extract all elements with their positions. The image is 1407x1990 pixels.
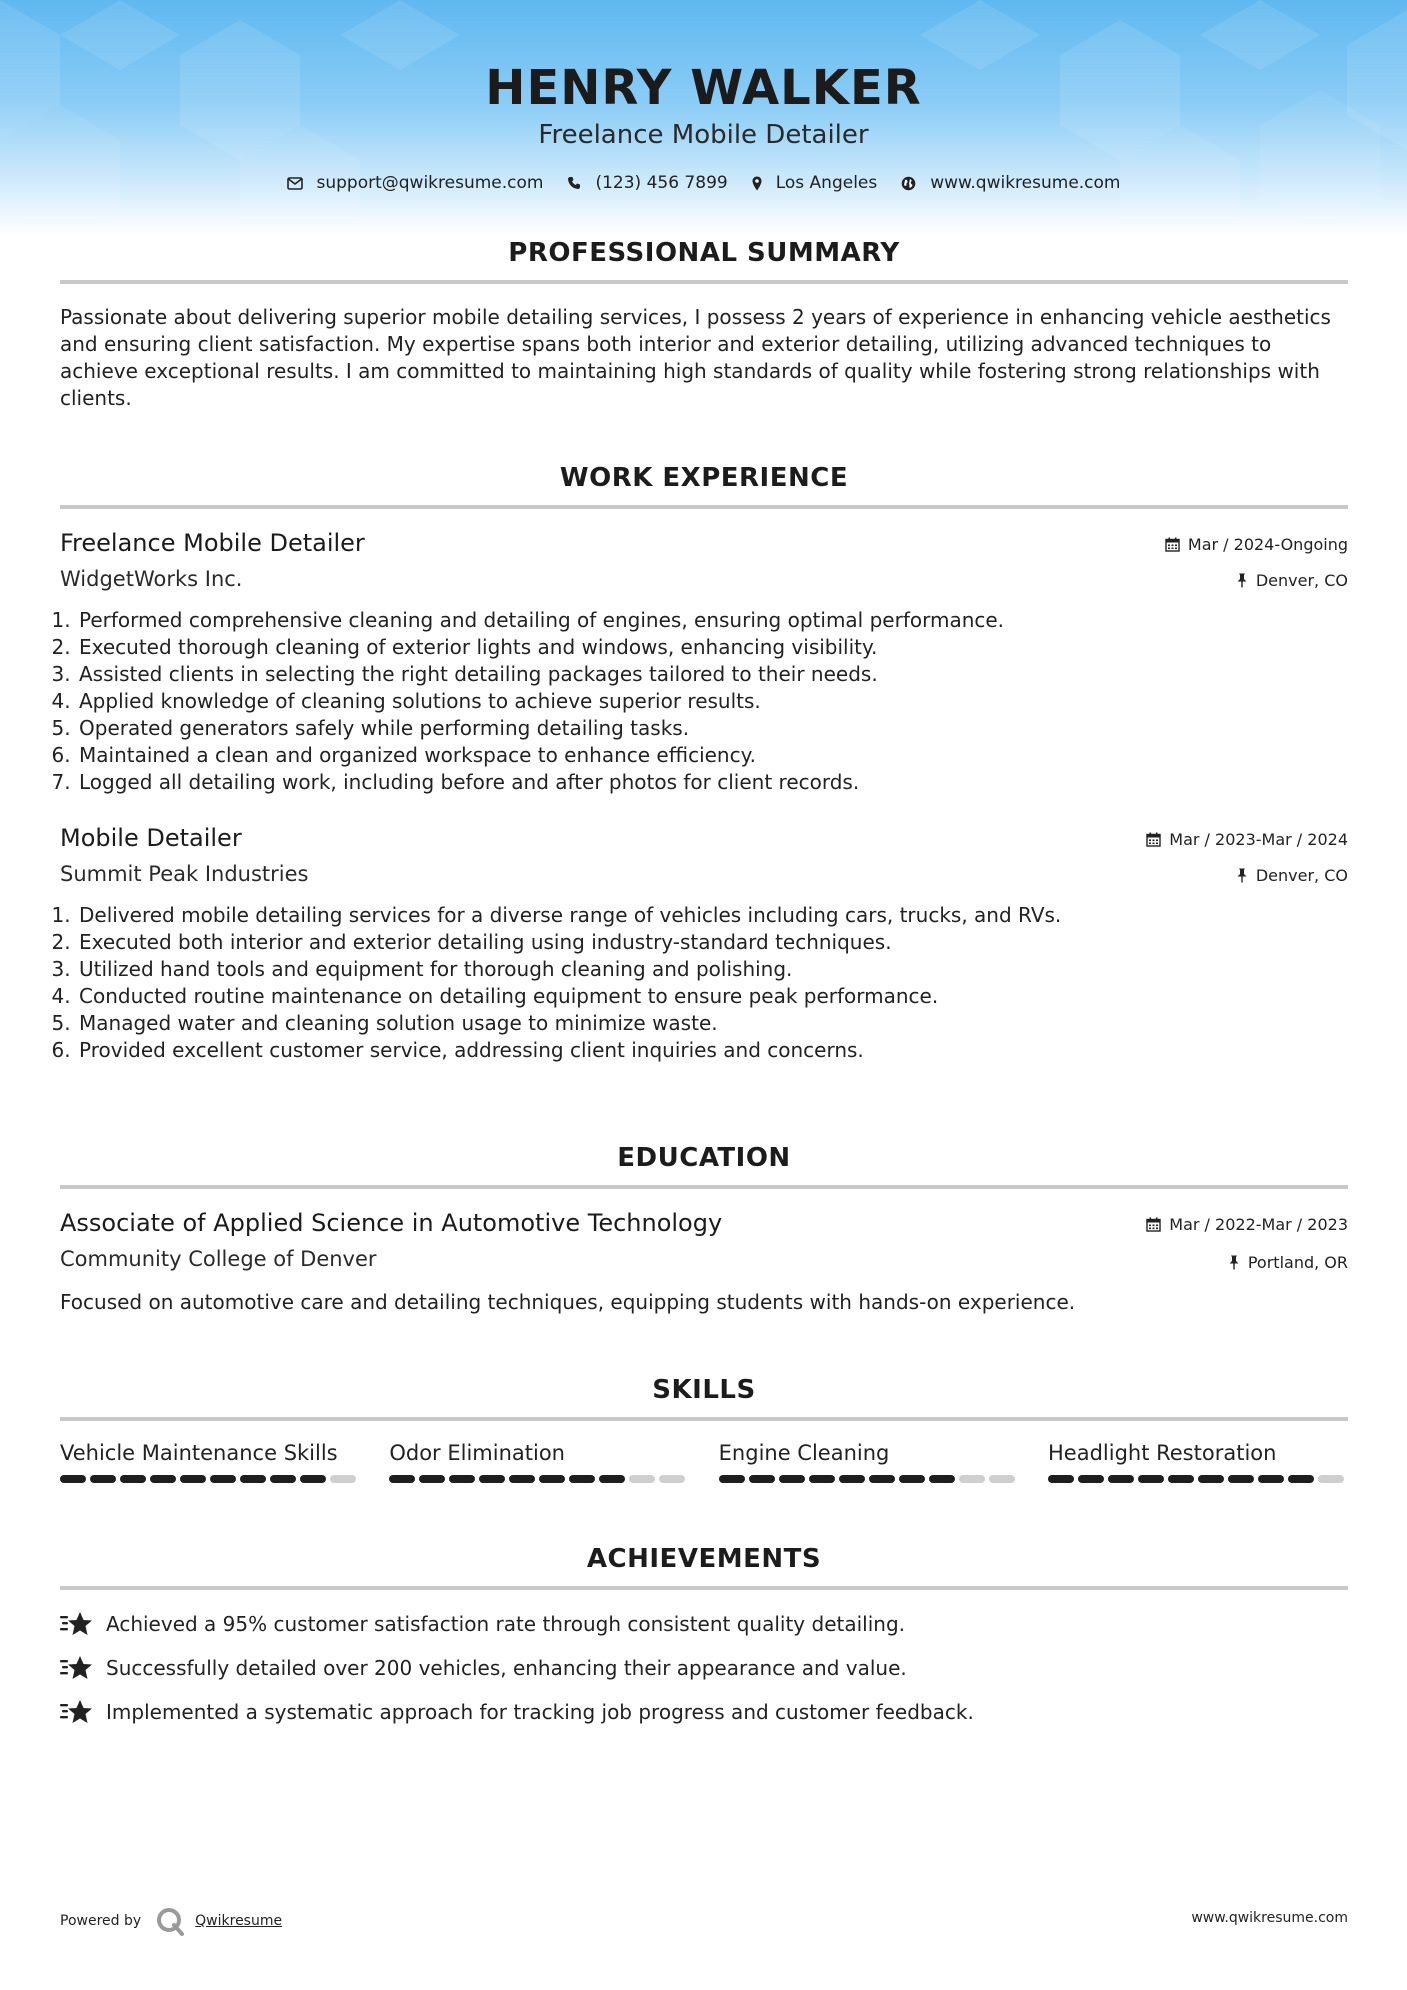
contact-website[interactable] [901,173,1120,193]
skill-level-bar [389,1475,689,1483]
skill-level-segment [839,1475,865,1483]
skill-level-segment [1078,1475,1104,1483]
powered-by [60,1906,282,1936]
skill-level-segment [150,1475,176,1483]
skill-level-segment [90,1475,116,1483]
summary-divider [60,280,1348,284]
skill-level-segment [659,1475,685,1483]
job-bullet: 5. Operated generators safely while performing detailing tasks. [77,715,1348,742]
header-background [0,0,1407,235]
contact-location [752,173,878,193]
achievements-section [60,1544,1348,1734]
achievement-text: Achieved a 95% customer satisfaction rate through consistent quality detailing. [106,1612,905,1636]
skill-item [389,1441,689,1483]
contact-email[interactable] [287,173,544,193]
skill-name: Headlight Restoration [1047,1441,1277,1465]
skill-level-segment [419,1475,445,1483]
job-bullets [60,607,1348,796]
candidate-name: HENRY WALKER [485,60,922,116]
experience-section [60,463,1348,1064]
job-bullet: 3. Utilized hand tools and equipment for thorough cleaning and polishing. [77,956,1348,983]
skill-level-segment [749,1475,775,1483]
job-bullet: 2. Executed thorough cleaning of exterior lights and windows, enhancing visibility. [77,634,1348,661]
education-divider [60,1185,1348,1189]
calendar-icon [1165,537,1180,552]
education-date-text: Mar / 2022-Mar / 2023 [1169,1215,1348,1234]
skill-level-segment [240,1475,266,1483]
job-bullet: 6. Provided excellent customer service, addressing client inquiries and concerns. [77,1037,1348,1064]
job-bullet: 2. Executed both interior and exterior detailing using industry-standard techniques. [77,929,1348,956]
map-pin-icon [752,176,762,191]
education-location [1228,1253,1348,1272]
calendar-icon [1146,832,1161,847]
skill-level-segment [509,1475,535,1483]
job-bullet: 3. Assisted clients in selecting the right detailing packages tailored to their needs. [77,661,1348,688]
education-location-text: Portland, OR [1247,1253,1348,1272]
skills-list [60,1441,1348,1483]
job-title: Mobile Detailer [60,824,242,852]
skill-level-bar [60,1475,360,1483]
skill-level-segment [479,1475,505,1483]
job-entry [60,529,1348,796]
skill-level-segment [719,1475,745,1483]
globe-icon [901,176,916,191]
star-award-icon [60,1698,94,1726]
job-bullet: 4. Conducted routine maintenance on detailing equipment to ensure peak performance. [77,983,1348,1010]
job-entry [60,824,1348,1064]
job-bullet: 4. Applied knowledge of cleaning solutions to achieve superior results. [77,688,1348,715]
skill-level-segment [60,1475,86,1483]
achievement-item [60,1646,1348,1690]
job-location [1236,866,1348,885]
education-date [1146,1215,1348,1234]
page-footer [60,1898,1348,1938]
skill-level-segment [629,1475,655,1483]
skill-level-segment [809,1475,835,1483]
achievement-text: Implemented a systematic approach for tracking job progress and customer feedback. [106,1700,974,1724]
calendar-icon [1146,1217,1161,1232]
job-bullet: 6. Maintained a clean and organized workspace to enhance efficiency. [77,742,1348,769]
skill-level-segment [569,1475,595,1483]
skill-level-segment [270,1475,296,1483]
skill-level-segment [389,1475,415,1483]
skill-level-segment [210,1475,236,1483]
skill-level-segment [180,1475,206,1483]
skill-item [719,1441,1019,1483]
pushpin-icon [1228,1255,1240,1270]
skill-level-segment [869,1475,895,1483]
job-location [1236,571,1348,590]
skill-item [60,1441,360,1483]
degree-title: Associate of Applied Science in Automotive Technology [60,1209,723,1237]
job-date [1165,535,1348,554]
footer-website-link[interactable]: www.qwikresume.com [1191,1910,1348,1926]
skill-level-segment [929,1475,955,1483]
skill-level-segment [300,1475,326,1483]
qwikresume-link[interactable]: Qwikresume [195,1913,283,1929]
hexagon-pattern [0,0,1407,235]
school-name: Community College of Denver [60,1247,377,1271]
job-date-text: Mar / 2024-Ongoing [1187,535,1348,554]
job-bullet: 5. Managed water and cleaning solution usage to minimize waste. [77,1010,1348,1037]
achievement-text: Successfully detailed over 200 vehicles, enhancing their appearance and value. [106,1656,907,1680]
contact-bar [0,173,1407,193]
achievement-item [60,1602,1348,1646]
job-date [1146,830,1348,849]
skill-level-segment [899,1475,925,1483]
achievements-heading: ACHIEVEMENTS [586,1544,822,1574]
phone-icon [567,176,581,190]
skill-level-segment [449,1475,475,1483]
job-company: WidgetWorks Inc. [60,567,243,591]
summary-section [60,238,1348,412]
website-text: www.qwikresume.com [930,173,1121,193]
job-title: Freelance Mobile Detailer [60,529,365,557]
achievement-item [60,1690,1348,1734]
experience-heading: WORK EXPERIENCE [559,463,849,493]
skill-level-bar [1048,1475,1348,1483]
achievements-divider [60,1586,1348,1590]
powered-by-label: Powered by [60,1913,142,1929]
email-text: support@qwikresume.com [316,173,544,193]
skill-name: Engine Cleaning [718,1441,890,1465]
achievements-list [60,1602,1348,1734]
skill-item [1048,1441,1348,1483]
job-bullet: 1. Performed comprehensive cleaning and detailing of engines, ensuring optimal performance. [77,607,1348,634]
skill-level-segment [1168,1475,1194,1483]
job-bullet: 1. Delivered mobile detailing services for a diverse range of vehicles including cars, trucks, and RVs. [77,902,1348,929]
skill-name: Odor Elimination [389,1441,565,1465]
education-section [60,1143,1348,1316]
job-company: Summit Peak Industries [60,862,309,886]
education-heading: EDUCATION [617,1143,791,1173]
contact-phone[interactable] [567,173,727,193]
skill-level-segment [959,1475,985,1483]
summary-text: Passionate about delivering superior mobile detailing services, I possess 2 years of experience in enhancing vehicle aesthetics and ensuring client satisfaction. My expertise spans both interior and exterior detailing, utilizing advanced techniques to achieve exceptional results. I am committed to maintaining high standards of quality while fostering strong relationships with clients. [60,305,1331,410]
skills-heading: SKILLS [652,1375,756,1405]
skill-level-segment [330,1475,356,1483]
skill-level-segment [779,1475,805,1483]
skill-name: Vehicle Maintenance Skills [60,1441,338,1465]
star-award-icon [60,1610,94,1638]
job-bullet: 7. Logged all detailing work, including before and after photos for client records. [77,769,1348,796]
qwikresume-logo-icon [155,1906,185,1936]
experience-divider [60,505,1348,509]
skill-level-segment [120,1475,146,1483]
skills-divider [60,1417,1348,1421]
location-text: Los Angeles [775,173,878,193]
education-description: Focused on automotive care and detailing techniques, equipping students with hands-on experience. [60,1290,1076,1314]
job-location-text: Denver, CO [1255,866,1348,885]
skill-level-segment [1138,1475,1164,1483]
envelope-icon [287,177,303,190]
job-date-text: Mar / 2023-Mar / 2024 [1169,830,1348,849]
skill-level-segment [1048,1475,1074,1483]
skills-section [60,1375,1348,1483]
summary-heading: PROFESSIONAL SUMMARY [508,238,900,268]
skill-level-segment [599,1475,625,1483]
star-award-icon [60,1654,94,1682]
pushpin-icon [1236,868,1248,883]
skill-level-segment [1318,1475,1344,1483]
skill-level-segment [1228,1475,1254,1483]
skill-level-segment [1288,1475,1314,1483]
candidate-title: Freelance Mobile Detailer [538,120,869,150]
skill-level-segment [1198,1475,1224,1483]
job-bullets [60,902,1348,1064]
job-location-text: Denver, CO [1255,571,1348,590]
education-entry [60,1209,1348,1289]
skill-level-segment [989,1475,1015,1483]
skill-level-segment [1108,1475,1134,1483]
pushpin-icon [1236,573,1248,588]
skill-level-segment [539,1475,565,1483]
phone-text: (123) 456 7899 [595,173,728,193]
skill-level-bar [719,1475,1019,1483]
skill-level-segment [1258,1475,1284,1483]
